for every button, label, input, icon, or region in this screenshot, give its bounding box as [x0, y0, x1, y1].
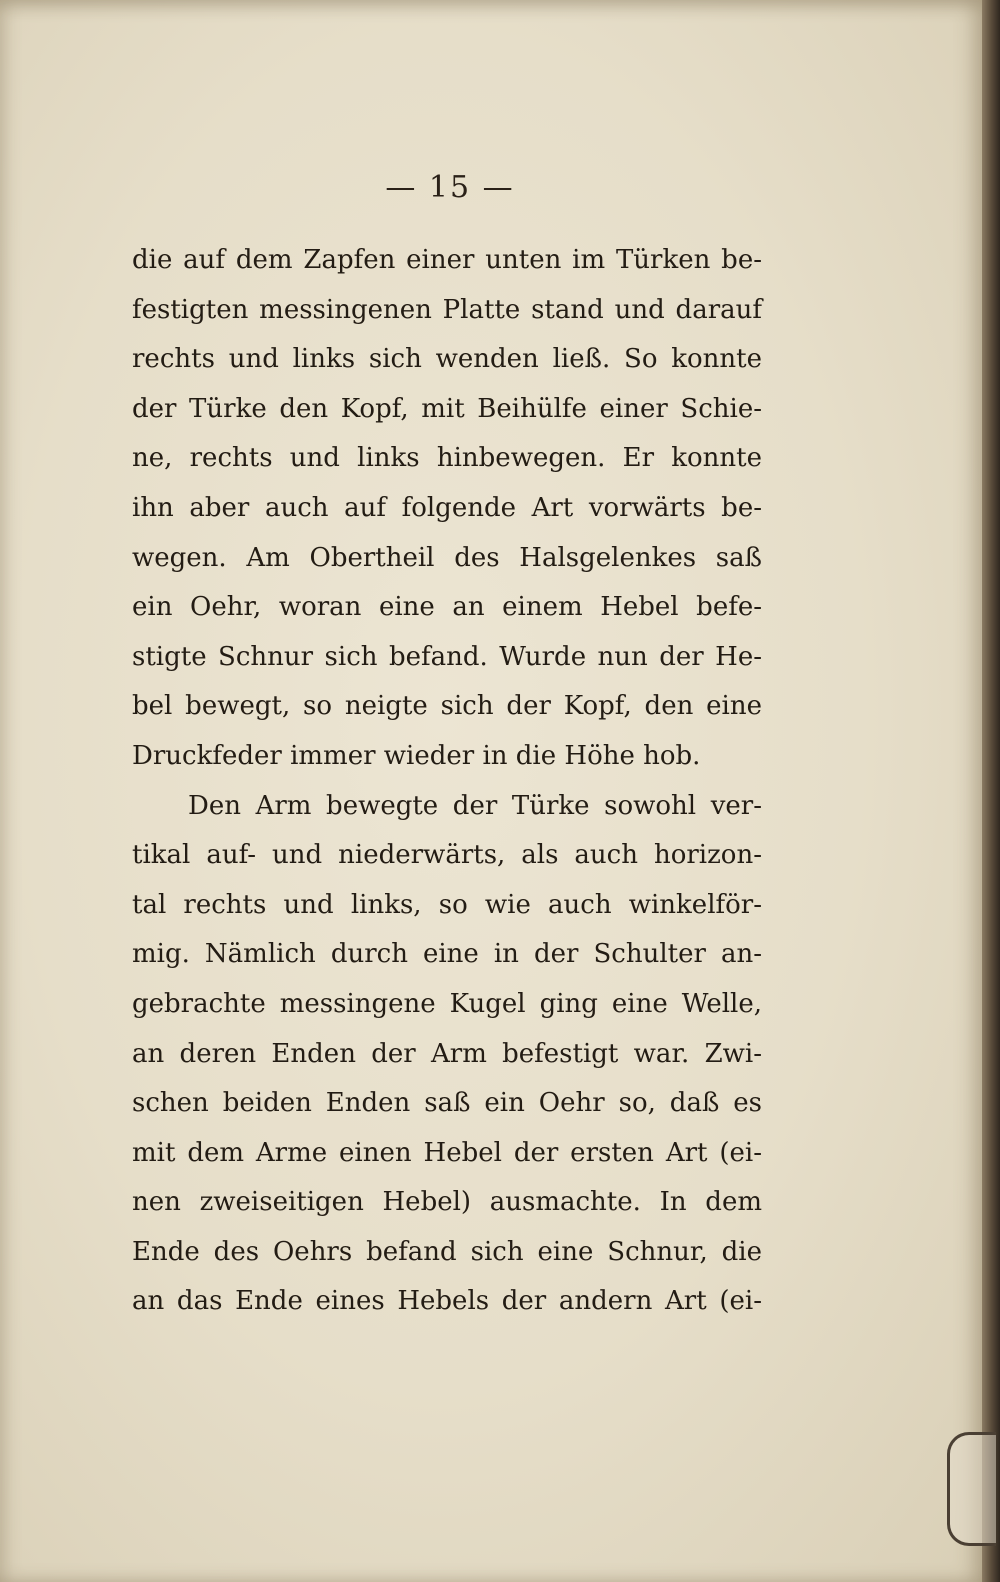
binding-clip	[947, 1432, 996, 1546]
body-text	[132, 236, 762, 1327]
text-line: tal rechts und links, so wie auch winkelför-	[132, 889, 762, 920]
text-line: wegen. Am Obertheil des Halsgelenkes saß	[132, 542, 762, 573]
text-line: tikal auf- und niederwärts, als auch horizon-	[132, 840, 762, 871]
page-edge	[982, 0, 1000, 1582]
text-line: der Türke den Kopf, mit Beihülfe einer Schie-	[132, 393, 762, 424]
page-number: — 15 —	[385, 170, 515, 205]
text-line: rechts und links sich wenden ließ. So konnte	[132, 344, 762, 375]
text-line: ihn aber auch auf folgende Art vorwärts be-	[132, 492, 762, 523]
text-line: mit dem Arme einen Hebel der ersten Art (ei-	[132, 1137, 762, 1168]
text-line: festigten messingenen Platte stand und darauf	[132, 294, 762, 325]
text-line: stigte Schnur sich befand. Wurde nun der He-	[132, 641, 762, 672]
text-line: Den Arm bewegte der Türke sowohl ver-	[188, 790, 762, 821]
text-line: an deren Enden der Arm befestigt war. Zwi-	[132, 1038, 762, 1069]
text-line: an das Ende eines Hebels der andern Art (ei-	[132, 1286, 762, 1317]
text-line: Ende des Oehrs befand sich eine Schnur, die	[132, 1236, 762, 1267]
text-line: Druckfeder immer wieder in die Höhe hob.	[132, 740, 701, 771]
text-line: ne, rechts und links hinbewegen. Er konnte	[132, 443, 762, 474]
text-line: schen beiden Enden saß ein Oehr so, daß es	[132, 1088, 762, 1119]
text-line: gebrachte messingene Kugel ging eine Welle,	[132, 988, 762, 1019]
text-line: bel bewegt, so neigte sich der Kopf, den eine	[132, 691, 762, 722]
text-line: mig. Nämlich durch eine in der Schulter an-	[132, 939, 762, 970]
text-line: nen zweiseitigen Hebel) ausmachte. In dem	[132, 1187, 762, 1218]
text-line: die auf dem Zapfen einer unten im Türken be-	[132, 245, 762, 275]
text-line: ein Oehr, woran eine an einem Hebel befe-	[132, 592, 762, 623]
